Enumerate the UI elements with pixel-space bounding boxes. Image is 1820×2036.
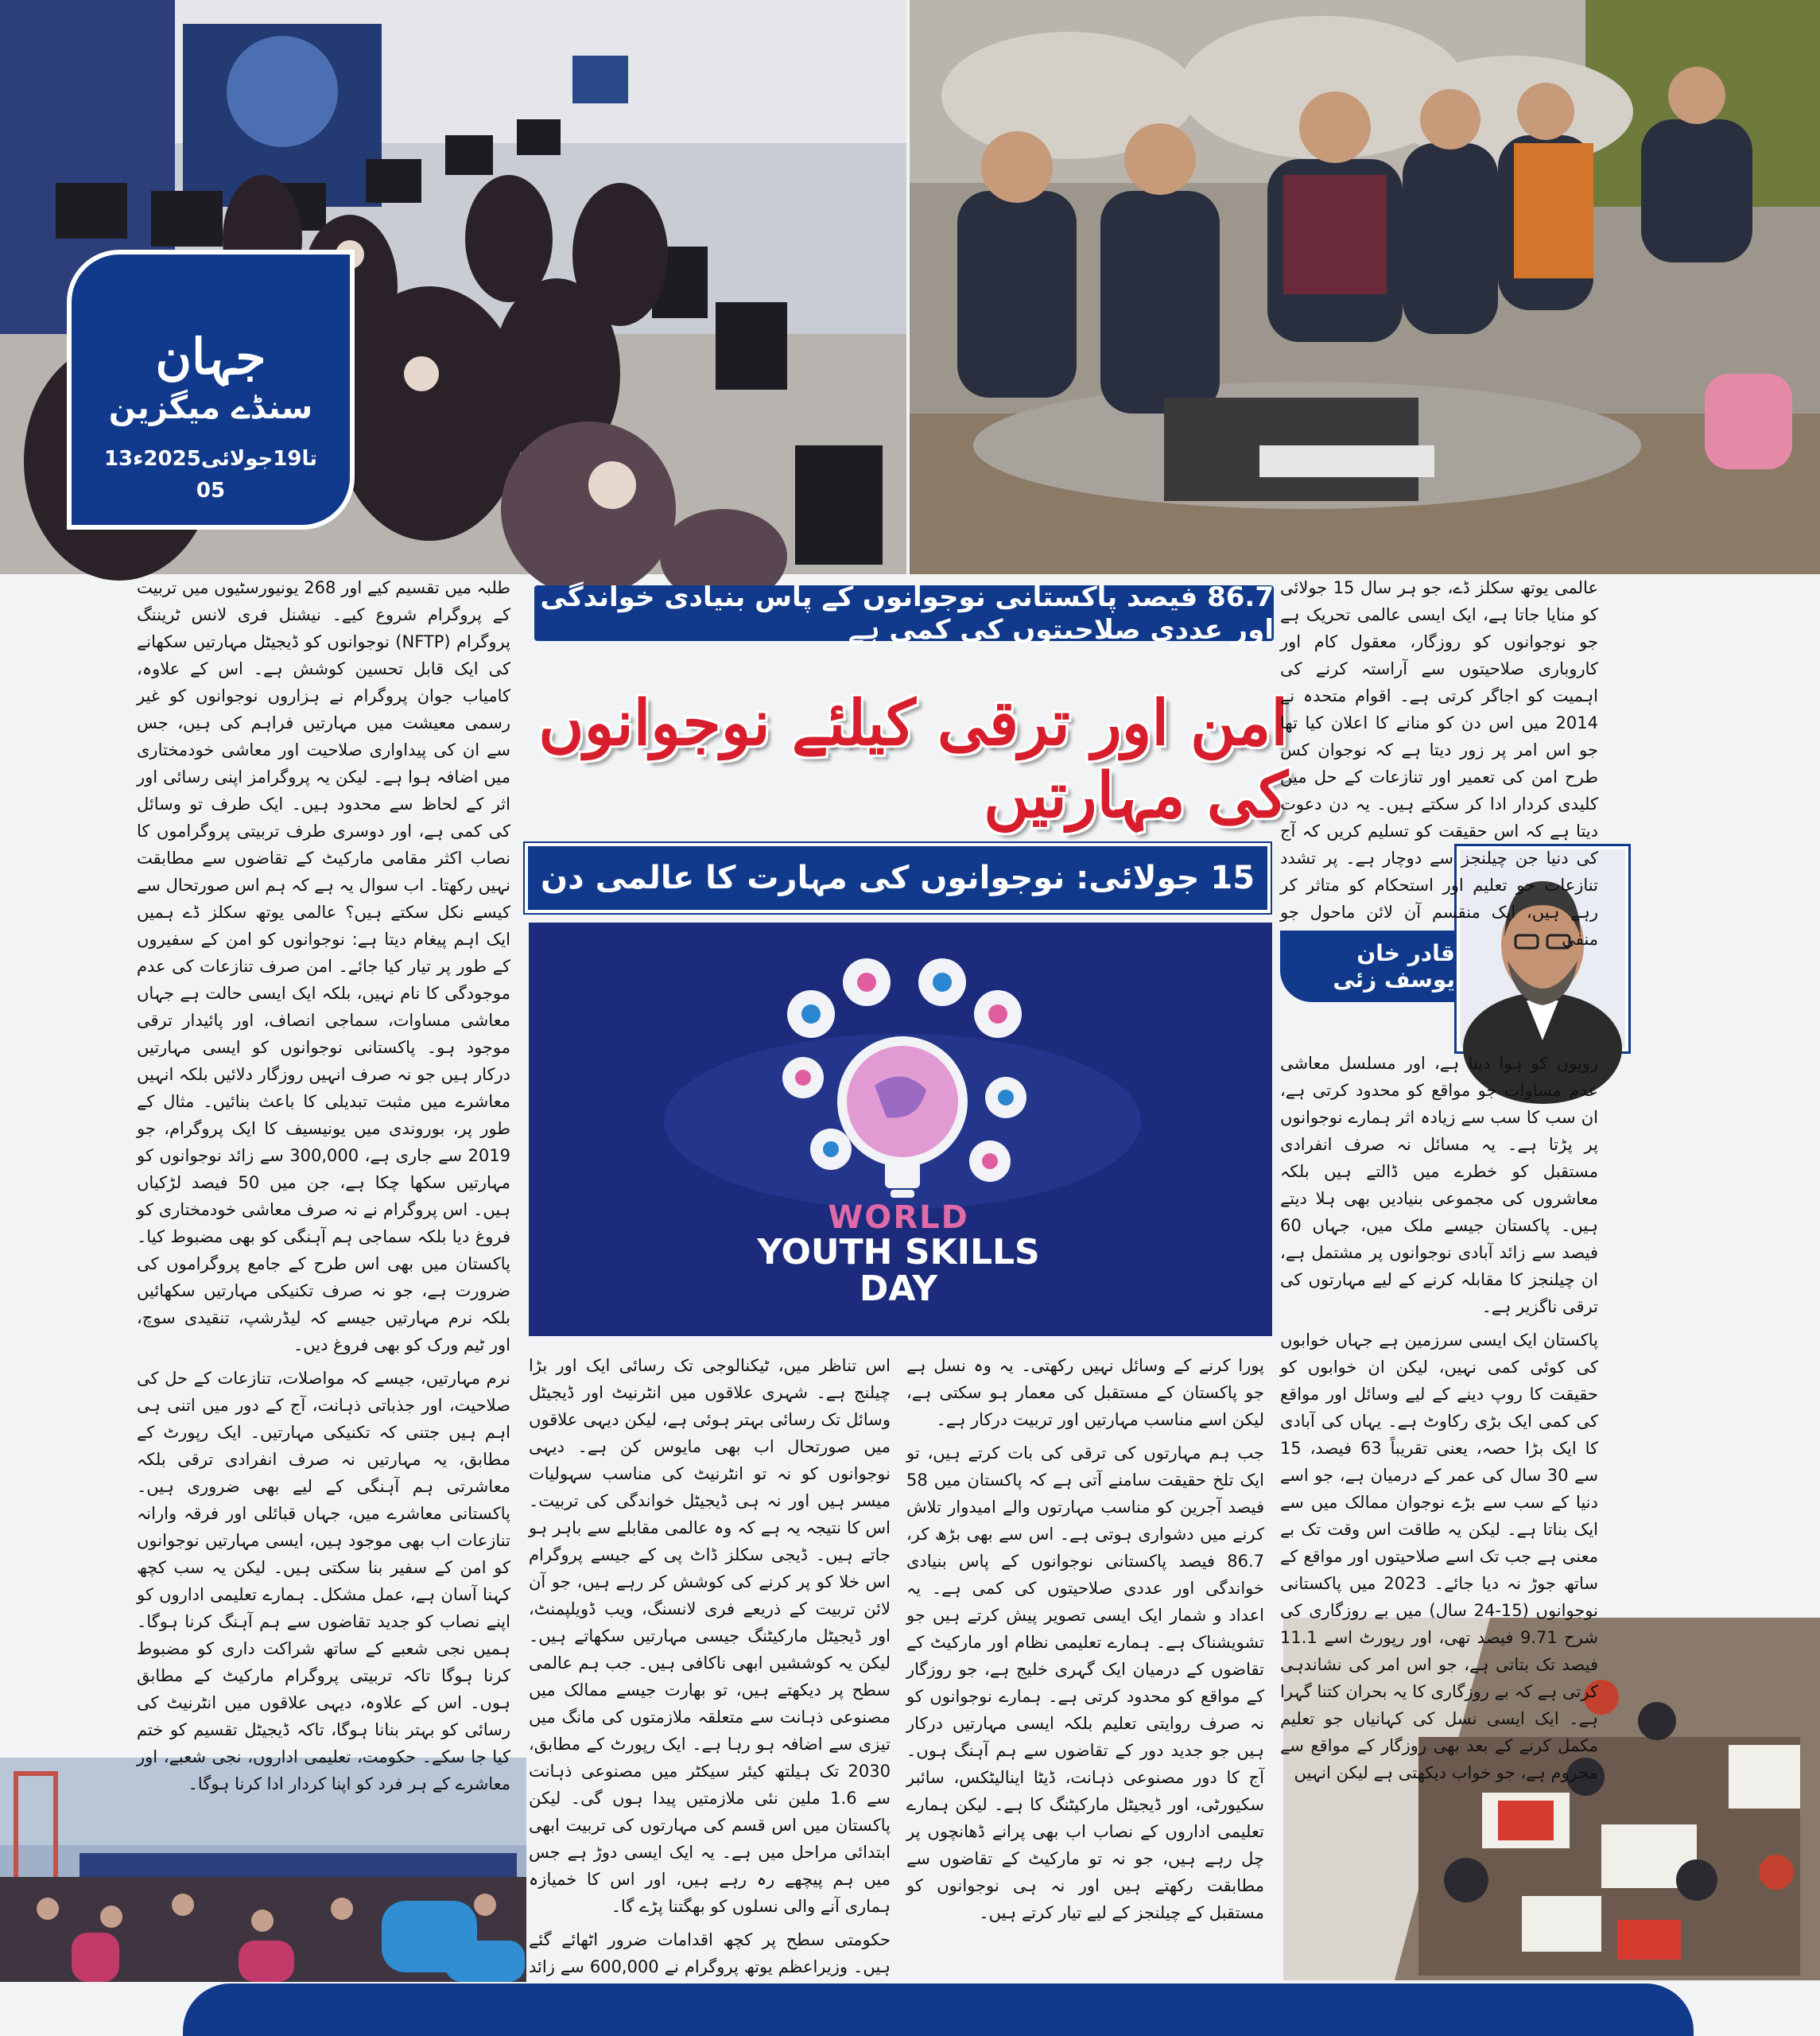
main-headline: امن اور ترقی کیلئے نوجوانوں کی مہارتیں <box>538 687 1288 832</box>
paragraph: پورا کرنے کے وسائل نہیں رکھتی۔ یہ وہ نسل ہے جو پاکستان کے مستقبل کی معمار ہو سکتی ہے، لیکن اسے مناسب مہارتیں اور تربیت درکار ہے۔ <box>906 1356 1264 1429</box>
paragraph: حکومتی سطح پر کچھ اقدامات ضرور اٹھائے گئے ہیں۔ وزیراعظم یوتھ پروگرام نے 600,000 سے زائد <box>529 1930 891 1976</box>
masthead-subtitle: سنڈے میگزین <box>108 390 313 426</box>
subheadline-banner: 15 جولائی: نوجوانوں کی مہارت کا عالمی دن <box>525 843 1271 913</box>
wysd-line2: YOUTH SKILLS DAY <box>757 1232 1040 1310</box>
column-center-right <box>906 1352 1264 1977</box>
paragraph: نرم مہارتیں، جیسے کہ مواصلات، تنازعات کے حل کی صلاحیت، اور جذباتی ذہانت، آج کے دور میں اتنی ہی اہم ہیں جتنی کہ تکنیکی مہارتیں۔ ایک رپورٹ کے مطابق، یہ مہارتیں نہ صرف انفرادی ترقی بلکہ معاشرتی ہم آہنگی کے لیے بھی ضروری ہیں۔ پاکستانی معاشرے میں، جہاں قبائلی اور فرقہ وارانہ تنازعات اب بھی موجود ہیں، ایسی مہارتیں نوجوانوں کو امن کے سفیر بنا سکتی ہیں۔ لیکن یہ سب کچھ کہنا آسان ہے، عمل مشکل۔ ہمارے تعلیمی اداروں کو اپنے نصاب کو جدید تقاضوں سے ہم آہنگ کرنا ہوگا۔ ہمیں نجی شعبے کے ساتھ شراکت داری کو مضبوط کرنا ہوگا تاکہ تربیتی پروگرام مارکیٹ کے مطابق ہوں۔ اس کے علاوہ، دیہی علاقوں میں انٹرنیٹ کی رسائی کو بہتر بنانا ہوگا، تاکہ ڈیجیٹل تقسیم کو ختم کیا جا سکے۔ حکومت، تعلیمی اداروں، نجی شعبے، اور معاشرے کے ہر فرد کو اپنا کردار ادا کرنا ہوگا۔ <box>137 1369 510 1793</box>
deck-headline: 86.7 فیصد پاکستانی نوجوانوں کے پاس بنیادی خواندگی اور عددی صلاحیتوں کی کمی ہے <box>534 585 1274 641</box>
footer-bar <box>183 1984 1694 2036</box>
paragraph: طلبہ میں تقسیم کیے اور 268 یونیورسٹیوں میں تربیت کے پروگرام شروع کیے۔ نیشنل فری لانس ٹریننگ پروگرام (NFTP) نوجوانوں کو ڈیجیٹل مہارتیں سکھانے کی ایک قابل تحسین کوشش ہے۔ اس کے علاوہ، کامیاب جوان پروگرام نے ہزاروں نوجوانوں کو غیر رسمی معیشت میں مہارتیں فراہم کی ہیں، جس سے ان کی پیداواری صلاحیت اور معاشی خودمختاری میں اضافہ ہوا ہے۔ لیکن یہ پروگرامز اپنی رسائی اور اثر کے لحاظ سے محدود ہیں۔ ایک طرف تو وسائل کی کمی ہے، اور دوسری طرف تربیتی پروگراموں کا نصاب اکثر مقامی مارکیٹ کے تقاضوں سے مطابقت نہیں رکھتا۔ اب سوال یہ ہے کہ ہم اس صورتحال سے کیسے نکل سکتے ہیں؟ عالمی یوتھ سکلز ڈے ہمیں ایک اہم پیغام دیتا ہے: نوجوانوں کو امن کے سفیروں کے طور پر تیار کیا جائے۔ امن صرف تنازعات کی عدم موجودگی کا نام نہیں، بلکہ ایک ایسی حالت ہے جہاں معاشی مساوات، سماجی انصاف، اور پائیدار ترقی موجود ہو۔ پاکستانی نوجوانوں کو ایسی مہارتیں درکار ہیں جو نہ صرف انہیں روزگار دلائیں بلکہ انہیں معاشرے میں مثبت تبدیلی کا باعث بنائیں۔ مثال کے طور پر، بوروندی میں یونیسیف کا ایک پروگرام، جو 2019 سے جاری ہے، 300,000 سے زائد نوجوانوں کو مہارتیں سکھا چکا ہے، جن میں 50 فیصد لڑکیاں ہیں۔ اس پروگرام نے نہ صرف معاشی خودمختاری کو فروغ دیا بلکہ سماجی ہم آہنگی کو بھی مضبوط کیا۔ پاکستان میں بھی اس طرح کے جامع پروگراموں کی ضرورت ہے، جو نہ صرف تکنیکی مہارتیں سکھائیں بلکہ نرم مہارتیں جیسے کہ لیڈرشپ، تنقیدی سوچ، اور ٹیم ورک کو بھی فروغ دیں۔ <box>137 578 511 1354</box>
column-right-top <box>1280 574 1598 949</box>
page-number: 05 <box>196 479 226 503</box>
magazine-masthead <box>72 254 350 525</box>
author-name: قادر خان یوسف زئی <box>1333 940 1455 993</box>
paragraph: اس تناظر میں، ٹیکنالوجی تک رسائی ایک اور بڑا چیلنج ہے۔ شہری علاقوں میں انٹرنیٹ اور ڈیجیٹل وسائل تک رسائی بہتر ہوئی ہے، لیکن دیہی علاقوں میں صورتحال اب بھی مایوس کن ہے۔ دیہی نوجوانوں کو نہ تو انٹرنیٹ کی مناسب سہولیات میسر ہیں اور نہ ہی ڈیجیٹل خواندگی کی تربیت۔ اس کا نتیجہ یہ ہے کہ وہ عالمی مقابلے سے باہر ہو جاتے ہیں۔ ڈیجی سکلز ڈاٹ پی کے جیسے پروگرام اس خلا کو پر کرنے کی کوشش کر رہے ہیں، جو آن لائن تربیت کے ذریعے فری لانسنگ، ویب ڈویلپمنٹ، اور ڈیجیٹل مارکیٹنگ جیسی مہارتیں سکھاتے ہیں۔ لیکن یہ کوششیں ابھی ناکافی ہیں۔ جب ہم عالمی سطح پر دیکھتے ہیں، تو بھارت جیسے ممالک میں مصنوعی ذہانت سے متعلقہ ملازمتوں کی مانگ میں تیزی سے اضافہ ہو رہا ہے۔ ایک رپورٹ کے مطابق، 2030 تک ہیلتھ کیئر سیکٹر میں مصنوعی ذہانت سے 1.6 ملین نئی ملازمتیں پیدا ہوں گی۔ لیکن پاکستان میں اس قسم کی مہارتوں کی تربیت ابھی ابتدائی مراحل میں ہے۔ یہ ایک ایسی دوڑ ہے جس میں ہم پیچھے رہ رہے ہیں، اور اس کا خمیازہ ہماری آنے والی نسلوں کو بھگتنا پڑے گا۔ <box>529 1356 891 1916</box>
issue-date: 13تا19جولائی2025ء <box>103 447 318 471</box>
world-youth-skills-day-graphic <box>529 923 1272 1336</box>
paragraph: عالمی یوتھ سکلز ڈے، جو ہر سال 15 جولائی کو منایا جاتا ہے، ایک ایسی عالمی تحریک ہے جو نوجوانوں کو روزگار، معقول کام اور کاروباری صلاحیتوں سے آراستہ کرنے کی اہمیت کو اجاگر کرتی ہے۔ اقوام متحدہ نے 2014 میں اس دن کو منانے کا اعلان کیا تھا جو اس امر پر زور دیتا ہے کہ نوجوان کس طرح امن کی تعمیر اور تنازعات کے حل میں کلیدی کردار ادا کر سکتے ہیں۔ یہ دن دعوت دیتا ہے کہ اس حقیقت کو تسلیم کریں کہ آج کی دنیا جن چیلنجز سے دوچار ہے۔ پر تشدد تنازعات جو تعلیم اور استحکام کو متاثر کر رہے ہیں، ایک منقسم آن لائن ماحول جو منفی <box>1280 578 1598 949</box>
children-outdoor-photo <box>910 0 1820 574</box>
wysd-title <box>755 1199 1042 1310</box>
column-right-mid <box>1280 1050 1598 1782</box>
paragraph: رویوں کو ہوا دیتا ہے، اور مسلسل معاشی عدم مساوات جو مواقع کو محدود کرتی ہے، ان سب کا سب سے زیادہ اثر ہمارے نوجوانوں پر پڑتا ہے۔ یہ مسائل نہ صرف انفرادی مستقبل کو خطرے میں ڈالتے ہیں بلکہ معاشروں کی مجموعی بنیادیں بھی ہلا دیتے ہیں۔ پاکستان جیسے ملک میں، جہاں 60 فیصد سے زائد آبادی نوجوانوں پر مشتمل ہے، ان چیلنجز کا مقابلہ کرنے کے لیے مہارتوں کی ترقی ناگزیر ہے۔ <box>1280 1054 1598 1316</box>
column-left <box>137 574 511 1793</box>
paragraph: جب ہم مہارتوں کی ترقی کی بات کرتے ہیں، تو ایک تلخ حقیقت سامنے آتی ہے کہ پاکستان میں 58 فیصد آجرین کو مناسب مہارتوں والے امیدوار تلاش کرنے میں دشواری ہوتی ہے۔ اس سے بھی بڑھ کر، 86.7 فیصد پاکستانی نوجوانوں کے پاس بنیادی خواندگی اور عددی صلاحیتوں کی کمی ہے۔ یہ اعداد و شمار ایک ایسی تصویر پیش کرتے ہیں جو تشویشناک ہے۔ ہمارے تعلیمی نظام اور مارکیٹ کے تقاضوں کے درمیان ایک گہری خلیج ہے، جو روزگار کے مواقع کو محدود کرتی ہے۔ ہمارے نوجوانوں کو نہ صرف روایتی تعلیم بلکہ ایسی مہارتیں درکار ہیں جو جدید دور کے تقاضوں سے ہم آہنگ ہوں۔ آج کا دور مصنوعی ذہانت، ڈیٹا اینالیٹکس، سائبر سکیورٹی، اور ڈیجیٹل مارکیٹنگ کا ہے۔ لیکن ہمارے تعلیمی اداروں کے نصاب اب بھی پرانے ڈھانچوں پر چل رہے ہیں، جو نہ تو مارکیٹ کے تقاضوں سے مطابقت رکھتے ہیں اور نہ ہی نوجوانوں کو مستقبل کے چیلنجز کے لیے تیار کرتے ہیں۔ <box>906 1443 1264 1922</box>
paragraph: پاکستان ایک ایسی سرزمین ہے جہاں خوابوں کی کوئی کمی نہیں، لیکن ان خوابوں کو حقیقت کا روپ دینے کے لیے وسائل اور مواقع کی کمی ایک بڑی رکاوٹ ہے۔ یہاں کی آبادی کا ایک بڑا حصہ، یعنی تقریباً 63 فیصد، 15 سے 30 سال کی عمر کے درمیان ہے، جو اسے دنیا کے سب سے بڑے نوجوان ممالک میں سے ایک بناتا ہے۔ لیکن یہ طاقت اس وقت تک بے معنی ہے جب تک اسے صلاحیتوں اور مواقع کے ساتھ جوڑ نہ دیا جائے۔ 2023 میں پاکستانی نوجوانوں (15-24 سال) میں بے روزگاری کی شرح 9.71 فیصد تھی، اور رپورٹ اسے 11.1 فیصد تک بتاتی ہے، جو اس امر کی نشاندہی کرتی ہے کہ بے روزگاری کا یہ بحران کتنا گہرا ہے۔ ایک ایسی نسل کی کہانیاں جو تعلیم مکمل کرنے کے بعد بھی روزگار کے مواقع سے محروم ہے، جو خواب دیکھتی ہے لیکن انہیں <box>1280 1331 1598 1782</box>
masthead-title: جہان <box>155 328 266 386</box>
column-center-left <box>529 1352 891 1977</box>
wysd-line1: WORLD <box>828 1199 969 1236</box>
